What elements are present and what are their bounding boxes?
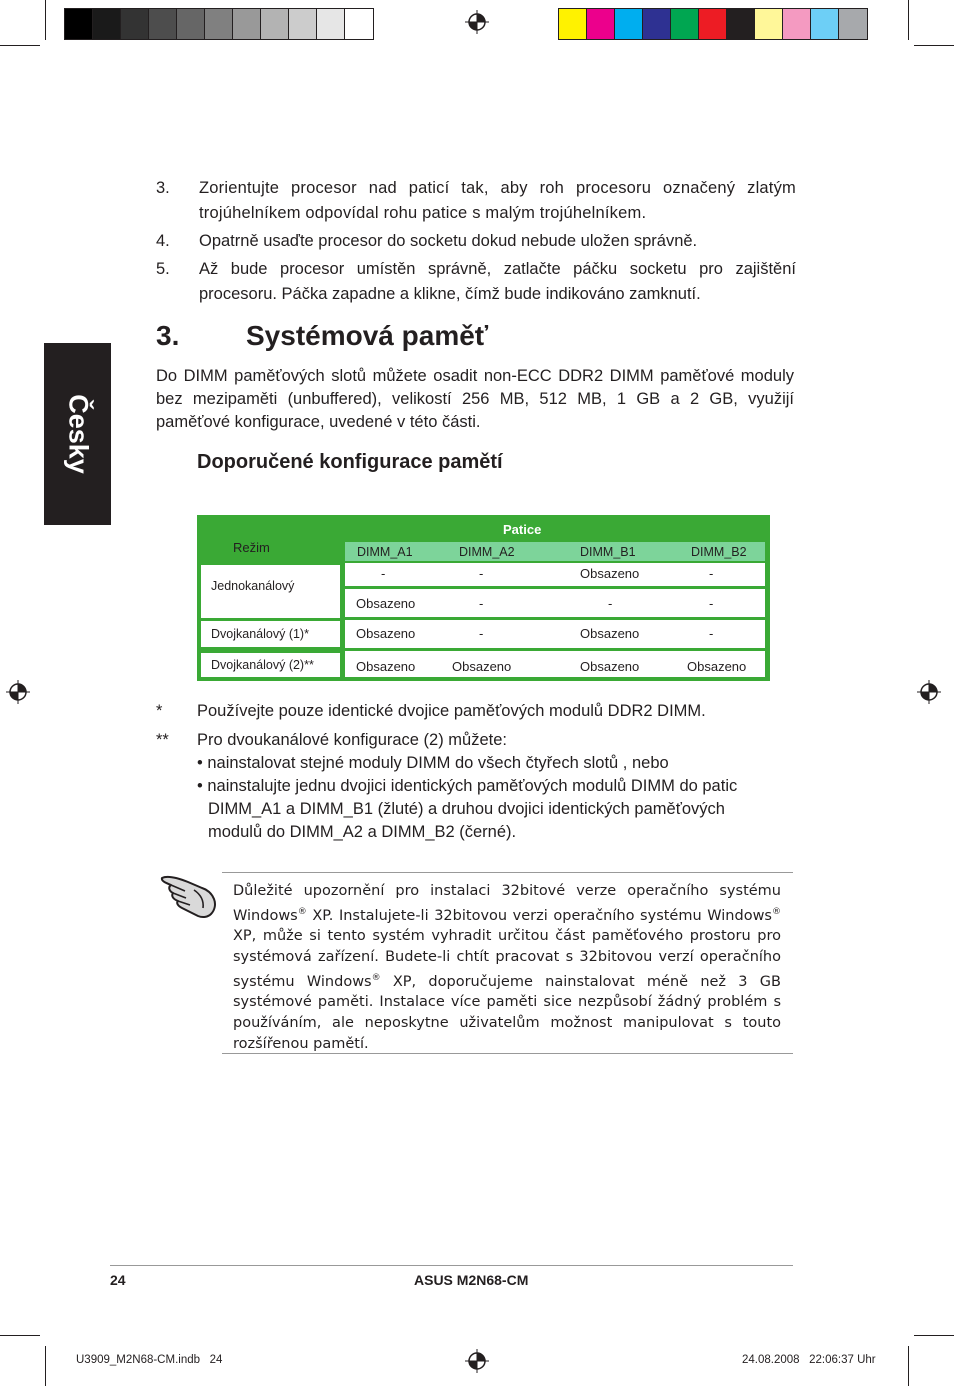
gray-swatch — [317, 9, 345, 39]
crop-mark — [45, 1346, 46, 1386]
table-cell: Obsazeno — [580, 626, 640, 641]
table-footnotes — [156, 700, 796, 844]
crop-mark — [45, 0, 46, 40]
color-swatch — [559, 9, 587, 39]
color-swatch — [811, 9, 839, 39]
gray-swatch — [149, 9, 177, 39]
mode-label: Dvojkanálový (1)* — [211, 627, 309, 641]
registration-mark-icon — [917, 680, 941, 704]
column-header: DIMM_A1 — [357, 545, 413, 559]
table-cell: - — [381, 566, 386, 581]
table-cell: - — [479, 626, 484, 641]
gray-swatch — [177, 9, 205, 39]
side-tab-label: Česky — [63, 394, 93, 474]
registered-mark: ® — [297, 906, 307, 917]
crop-mark — [914, 1335, 954, 1336]
footnote-bullets — [197, 752, 796, 844]
gray-swatch — [93, 9, 121, 39]
table-cell: - — [479, 596, 484, 611]
gray-swatch — [261, 9, 289, 39]
registered-mark: ® — [371, 972, 381, 983]
bullet-line: DIMM_A1 a DIMM_B1 (žluté) a druhou dvojici identických paměťových — [208, 800, 725, 818]
gray-swatch — [289, 9, 317, 39]
crop-mark — [0, 1335, 40, 1336]
mode-header: Režim — [233, 540, 270, 555]
column-header: DIMM_B1 — [580, 545, 636, 559]
section-heading — [156, 320, 488, 352]
table-cell: Obsazeno — [452, 659, 512, 674]
crop-mark — [908, 0, 909, 40]
crop-mark — [914, 45, 954, 46]
important-note-text — [233, 881, 781, 1054]
important-note-box — [222, 872, 793, 1054]
slot-group-header: Patice — [503, 522, 542, 537]
gray-swatch — [233, 9, 261, 39]
step-item — [156, 176, 796, 226]
section-number: 3. — [156, 320, 180, 351]
registration-mark-icon — [6, 680, 30, 704]
print-slug-file: U3909_M2N68-CM.indb 24 — [76, 1354, 223, 1366]
table-cell: Obsazeno — [356, 659, 416, 674]
column-header: DIMM_B2 — [691, 545, 747, 559]
gray-swatch — [345, 9, 373, 39]
memory-config-table — [197, 515, 770, 681]
color-swatch — [783, 9, 811, 39]
table-row — [345, 563, 765, 586]
table-cell: - — [479, 566, 484, 581]
note-text-part: XP, může si tento systém vyhradit určitou část paměťového prostoru pro systémová zařízení. Budete-li chtít pracovat s 32bitovou verzí operačního systému Windows — [233, 928, 781, 990]
language-side-tab — [44, 343, 111, 525]
step-text: Opatrně usaďte procesor do socketu dokud nebude uložen správně. — [199, 232, 698, 250]
step-number: 3. — [156, 179, 170, 197]
gray-swatch — [65, 9, 93, 39]
gray-swatch — [121, 9, 149, 39]
grayscale-bar — [64, 8, 374, 40]
installation-steps — [156, 176, 796, 310]
step-text: Zorientujte procesor nad paticí tak, aby roh procesoru označený zlatým trojúhelníkem odpovídal rohu patice s malým trojúhelníkem. — [199, 179, 796, 222]
table-cell: Obsazeno — [580, 659, 640, 674]
color-swatch — [699, 9, 727, 39]
step-item — [156, 229, 796, 254]
color-swatch — [839, 9, 867, 39]
table-cell: Obsazeno — [356, 626, 416, 641]
footnote-text: Používejte pouze identické dvojice paměťových modulů DDR2 DIMM. — [197, 702, 706, 720]
subsection-heading: Doporučené konfigurace pamětí — [197, 451, 503, 473]
table-cell: - — [709, 596, 714, 611]
note-text-part: Důležité upozornění pro instalaci 32bitové verze operačního systému Windows — [233, 883, 781, 924]
mode-label: Jednokanálový — [211, 579, 295, 593]
product-model: ASUS M2N68-CM — [414, 1272, 529, 1288]
crop-mark — [0, 45, 40, 46]
color-swatch — [755, 9, 783, 39]
table-cell: - — [709, 626, 714, 641]
step-item — [156, 257, 796, 307]
print-slug-date: 24.08.2008 22:06:37 Uhr — [742, 1354, 876, 1366]
color-swatch — [643, 9, 671, 39]
pointing-hand-icon — [158, 872, 220, 920]
step-number: 4. — [156, 232, 170, 250]
table-cell: Obsazeno — [356, 596, 416, 611]
intro-paragraph: Do DIMM paměťových slotů můžete osadit non-ECC DDR2 DIMM paměťové moduly bez mezipaměti (unbuffered), velikostí 256 MB, 512 MB, 1 GB a 2 GB, využijí paměťové konfigurace, uvedené v této části. — [156, 367, 794, 431]
footer-rule — [110, 1265, 793, 1266]
registration-mark-icon — [465, 1349, 489, 1373]
table-cell: - — [608, 596, 613, 611]
table-cell: Obsazeno — [687, 659, 747, 674]
footnote-text: Pro dvoukanálové konfigurace (2) můžete: — [197, 731, 508, 749]
color-swatch — [727, 9, 755, 39]
table-cell: - — [709, 566, 714, 581]
note-text-part: XP. Instalujete-li 32bitovou verzi operačního systému Windows — [306, 907, 772, 924]
footnote — [156, 729, 796, 752]
crop-mark — [908, 1346, 909, 1386]
step-text: Až bude procesor umístěn správně, zatlačte páčku socketu pro zajištění procesoru. Páčka zapadne a klikne, čímž bude indikováno zamknutí. — [199, 260, 796, 303]
column-header: DIMM_A2 — [459, 545, 515, 559]
footnote-mark: * — [156, 702, 163, 720]
footnote — [156, 700, 796, 723]
footnote-mark: ** — [156, 731, 169, 749]
bullet-line: modulů do DIMM_A2 a DIMM_B2 (černé). — [208, 823, 517, 841]
note-text-part: XP, doporučujeme nainstalovat méně než 3 GB systémové paměti. Instalace více paměti sice nezpůsobí žádný problém s používáním, ale neposkytne uživatelům možnost manipulovat s touto rozšířenou pamětí. — [233, 973, 781, 1052]
step-number: 5. — [156, 260, 170, 278]
color-swatch — [587, 9, 615, 39]
color-swatch — [615, 9, 643, 39]
page-number: 24 — [110, 1272, 126, 1288]
table-cell: Obsazeno — [580, 566, 640, 581]
mode-label: Dvojkanálový (2)** — [211, 658, 314, 672]
registration-mark-icon — [465, 10, 489, 34]
registered-mark: ® — [772, 906, 781, 917]
gray-swatch — [205, 9, 233, 39]
bullet-line: • nainstalovat stejné moduly DIMM do všech čtyřech slotů , nebo — [197, 754, 669, 772]
bullet-line: • nainstalujte jednu dvojici identických paměťových modulů DIMM do patic — [197, 777, 738, 795]
color-swatch — [671, 9, 699, 39]
color-bar — [558, 8, 868, 40]
section-title: Systémová paměť — [246, 320, 489, 351]
